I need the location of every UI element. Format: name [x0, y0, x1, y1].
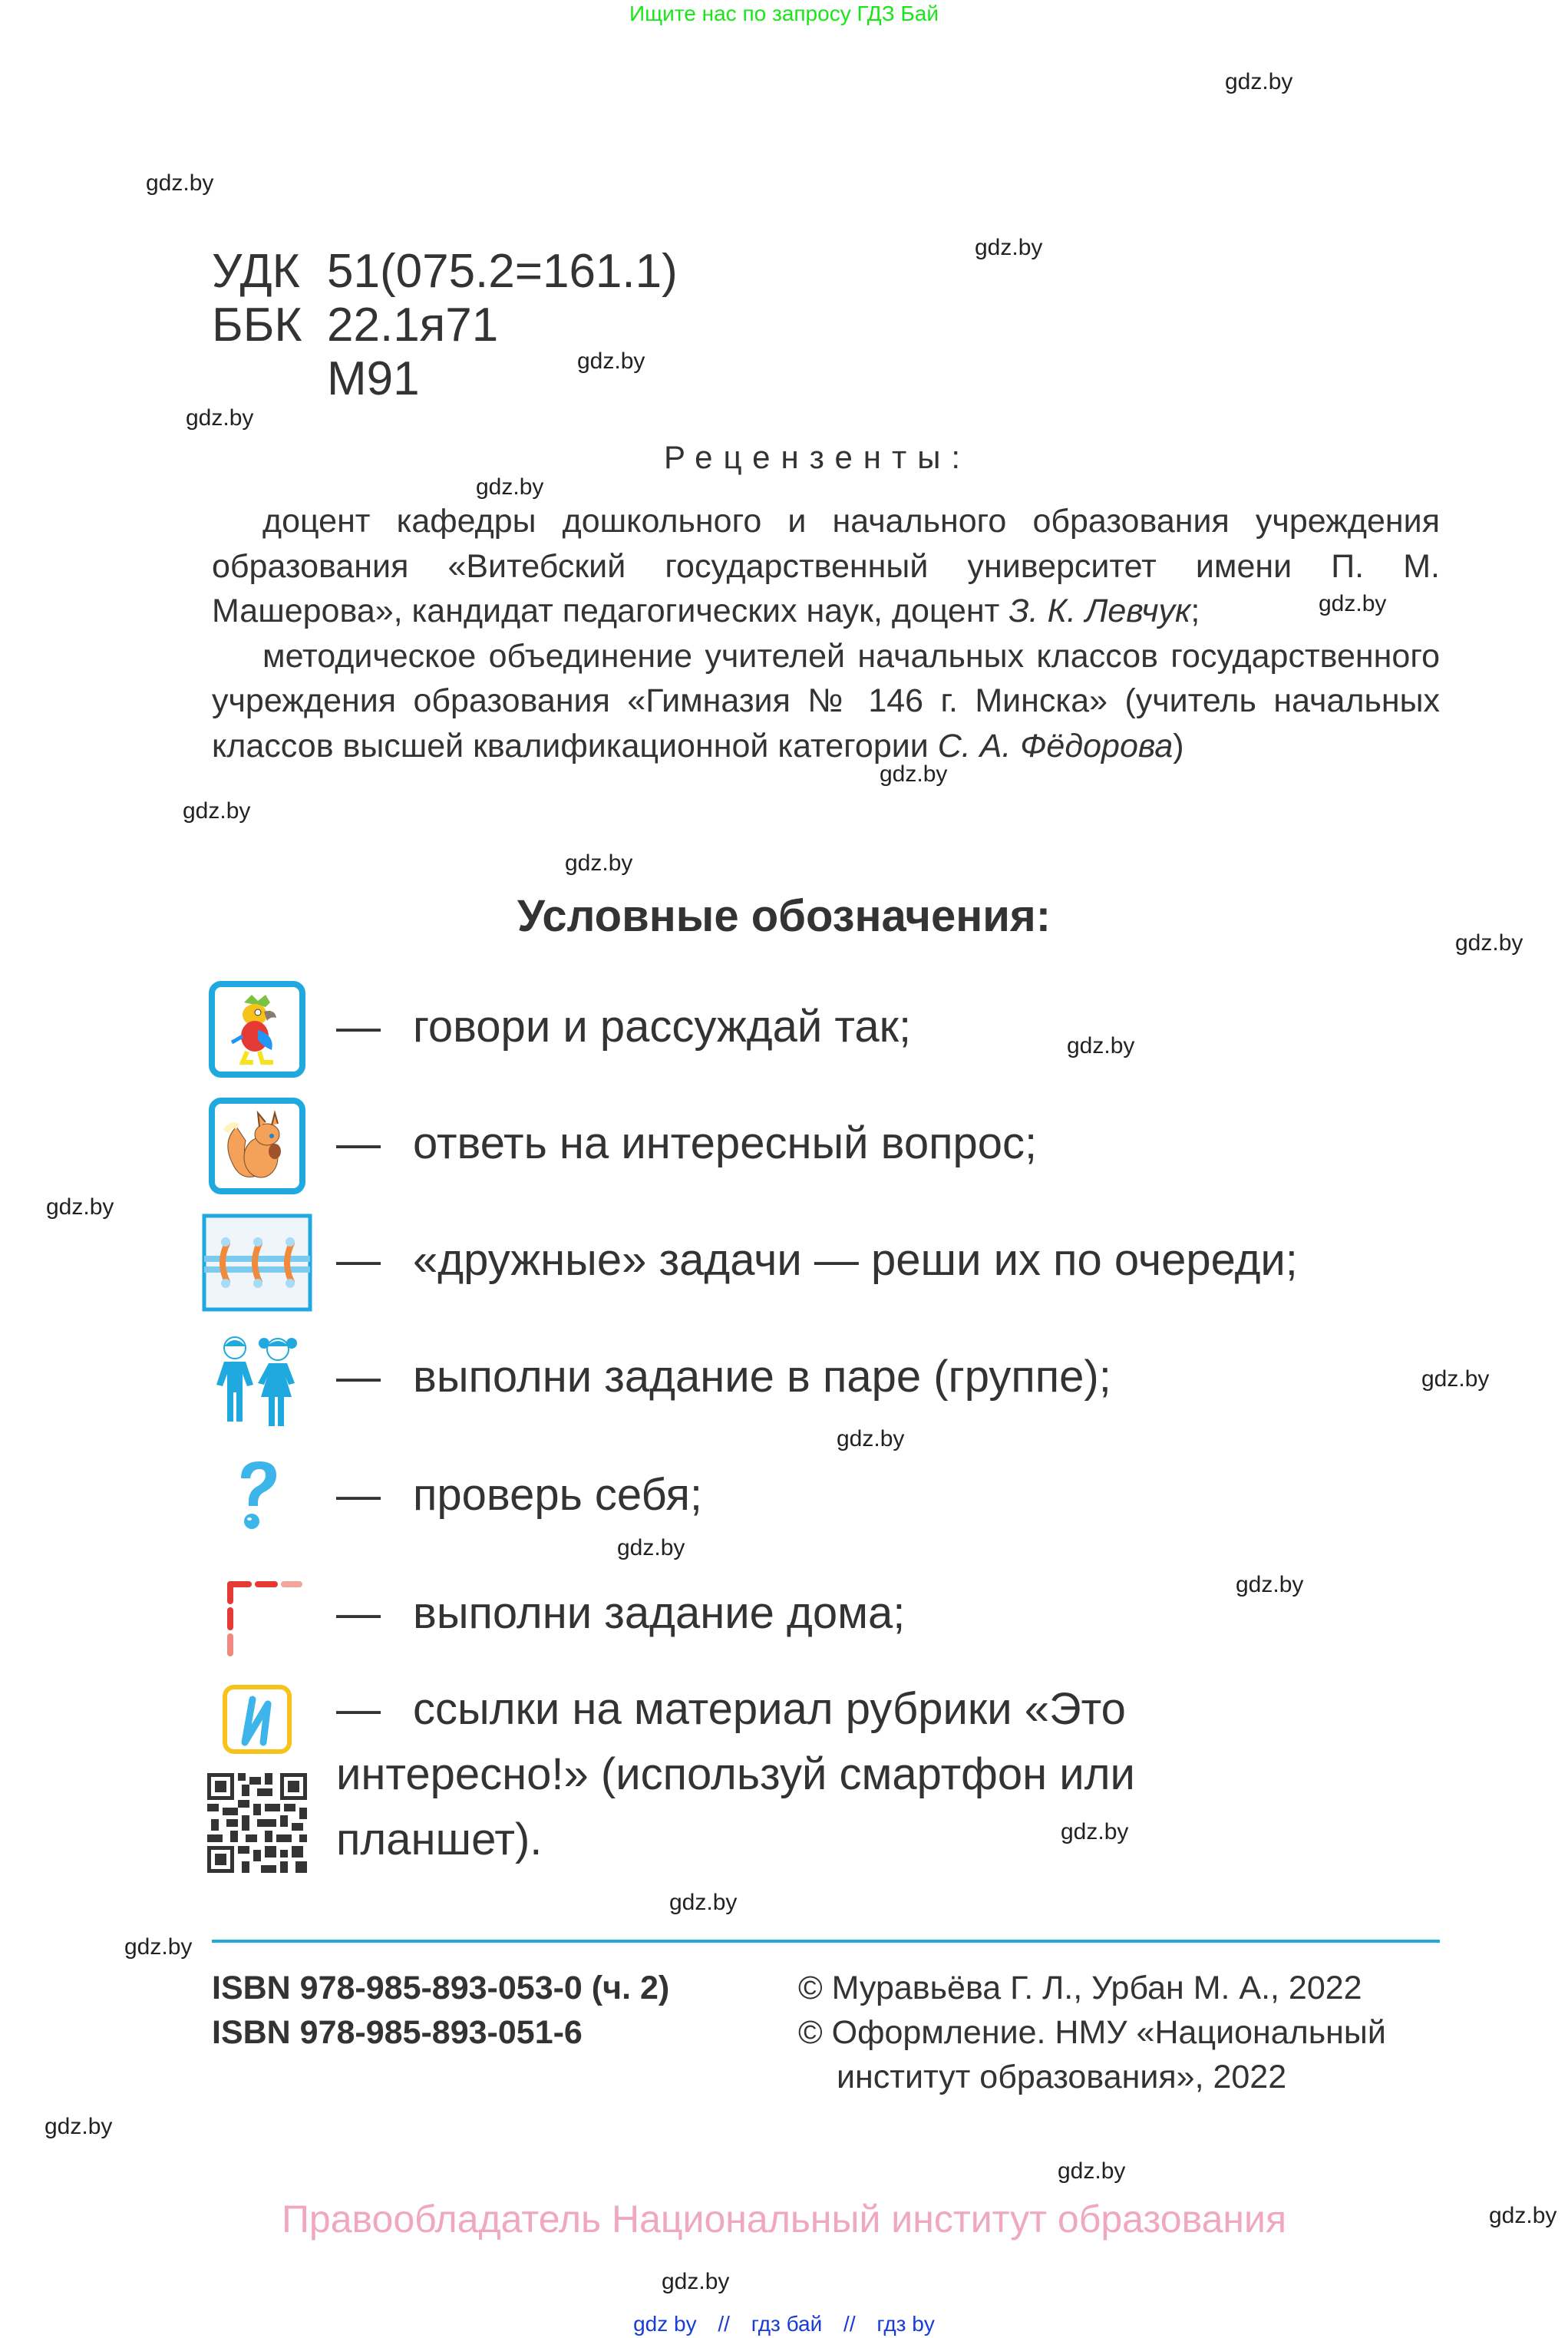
watermark: gdz.by — [1455, 930, 1523, 956]
udk-label: УДК — [212, 245, 300, 298]
watermark: gdz.by — [1058, 2158, 1126, 2184]
rights-holder: Правообладатель Национальный институт образования — [281, 2198, 1287, 2241]
parrot-icon — [207, 979, 307, 1079]
watermark: gdz.by — [837, 1426, 905, 1451]
copyright-design-line2: институт образования», 2022 — [837, 2059, 1287, 2095]
udk-line — [212, 244, 678, 299]
binder-rings-icon — [201, 1213, 301, 1313]
legend-label: выполни задание в паре (группе); — [413, 1352, 1111, 1402]
question-mark-icon — [207, 1448, 307, 1547]
children-pair-icon — [207, 1329, 307, 1429]
legend-label: говори и рассуждай так; — [413, 1002, 912, 1052]
footer-separator: // — [843, 2312, 856, 2336]
bbk-label: ББК — [212, 299, 302, 352]
legend-title: Условные обозначения: — [517, 891, 1051, 941]
watermark: gdz.by — [617, 1535, 685, 1560]
watermark: gdz.by — [1225, 69, 1293, 94]
divider-rule — [212, 1940, 1440, 1943]
top-banner: Ищите нас по запросу ГДЗ Бай — [629, 2, 939, 25]
letter-i-icon — [219, 1681, 295, 1758]
watermark: gdz.by — [1067, 1033, 1135, 1058]
footer-link-gdz-by-cyr[interactable]: гдз by — [876, 2312, 935, 2336]
footer-link-gdz-bai[interactable]: гдз бай — [751, 2312, 823, 2336]
isbn-set: ISBN 978-985-893-051-6 — [212, 2014, 583, 2051]
reviewer-2-name: С. А. Фёдорова — [937, 727, 1174, 764]
reviewer-1-name: З. К. Левчук — [1008, 593, 1191, 629]
footer-links — [0, 2312, 1568, 2336]
watermark: gdz.by — [1236, 1572, 1304, 1597]
author-mark: М91 — [327, 352, 420, 405]
reviewer-2: методическое объединение учителей начальных классов государственного учреждения образования «Гимназия № 146 г. Минска» (учитель начальных классов высшей квалификационной категории С. А. Фёдорова) — [212, 637, 1440, 764]
legend-label: ссылки на материал рубрики «Это интересно!» (используй смартфон или планшет). — [336, 1684, 1135, 1864]
watermark: gdz.by — [880, 761, 948, 787]
copyright-design-line1: © Оформление. НМУ «Национальный — [798, 2014, 1386, 2051]
watermark: gdz.by — [1061, 1819, 1129, 1844]
watermark: gdz.by — [1489, 2203, 1557, 2228]
watermark: gdz.by — [476, 474, 544, 500]
watermark: gdz.by — [124, 1934, 193, 1960]
legend-label: «дружные» задачи — реши их по очереди; — [413, 1235, 1298, 1285]
reviewers-title: Рецензенты: — [664, 439, 972, 475]
legend-label: ответь на интересный вопрос; — [413, 1118, 1038, 1168]
watermark: gdz.by — [1421, 1366, 1490, 1392]
udk-value: 51(075.2=161.1) — [327, 245, 678, 298]
watermark: gdz.by — [662, 2269, 730, 2294]
watermark: gdz.by — [669, 1890, 738, 1915]
bbk-line — [212, 298, 498, 352]
watermark: gdz.by — [565, 850, 633, 876]
legend-label: выполни задание дома; — [413, 1588, 906, 1638]
author-mark-line — [212, 352, 420, 406]
reviewers-block — [212, 499, 1440, 768]
dashed-corner-icon — [207, 1566, 307, 1666]
watermark: gdz.by — [1319, 591, 1387, 616]
watermark: gdz.by — [45, 2114, 113, 2139]
copyright-authors: © Муравьёва Г. Л., Урбан М. А., 2022 — [798, 1970, 1362, 2006]
qr-code-icon[interactable] — [207, 1773, 307, 1873]
squirrel-icon — [207, 1096, 307, 1196]
isbn-part: ISBN 978-985-893-053-0 (ч. 2) — [212, 1970, 670, 2006]
watermark: gdz.by — [46, 1194, 114, 1220]
bbk-value: 22.1я71 — [327, 299, 499, 352]
watermark: gdz.by — [186, 405, 254, 431]
footer-link-gdz-by[interactable]: gdz by — [633, 2312, 697, 2336]
watermark: gdz.by — [975, 235, 1043, 260]
watermark: gdz.by — [183, 798, 251, 824]
footer-separator: // — [718, 2312, 730, 2336]
legend-dash: — — [336, 1002, 381, 1052]
legend-label: проверь себя; — [413, 1470, 702, 1520]
reviewer-1: доцент кафедры дошкольного и начального образования учреждения образования «Витебский государственный университет имени П. М. Машерова», кандидат педагогических наук, доцент З. К. Левчук; — [212, 503, 1440, 629]
watermark: gdz.by — [146, 170, 214, 196]
watermark: gdz.by — [577, 348, 645, 374]
